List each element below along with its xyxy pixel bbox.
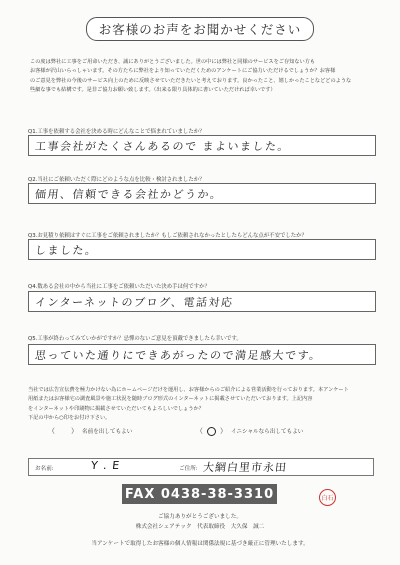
address-value[interactable]: 大網白里市永田 [202, 461, 288, 474]
notice-line: 用紙またはお客様宅の調査風景や施工状況を随時ブログ形式のインターネットに掲載させていただいております。上記内容 [28, 396, 313, 403]
publication-notice [28, 386, 374, 424]
question-4-answer: インターネットのブログ、電話対応 [34, 296, 235, 309]
question-1-answer-box[interactable] [28, 135, 376, 156]
choice-paren: （ [196, 427, 203, 435]
question-5-answer: 思っていた通りにできあがったので満足感大です。 [34, 349, 323, 362]
choice-paren: ） [71, 427, 78, 435]
footer-privacy: 当アンケートで取得したお客様の個人情報は関係法規に基づき厳正に管理いたします。 [91, 541, 309, 547]
choice-option-2-label: イニシャルなら出してもよい [231, 429, 304, 435]
question-5-label: Q5.工事が終わってみていかがですか？忌憚のないご意見を頂戴できましたら幸いです。 [28, 336, 242, 342]
choice-paren: ） [220, 427, 227, 435]
question-3-label: Q3.お見積り依頼はすぐに工事をご依頼されましたか？もしご依頼されなかったとしたらどんな点が不安でしたか？ [28, 233, 307, 239]
choice-option-1-label: 名前を出してもよい [82, 429, 133, 435]
question-1-answer: 工事会社がたくさんあるので まよいました。 [34, 140, 291, 153]
question-4-label: Q4.数ある会社の中から当社に工事をご依頼いただいた決め手は何ですか？ [28, 284, 210, 290]
question-3-answer: しました。 [34, 244, 99, 257]
question-4-answer-box[interactable] [28, 291, 376, 312]
intro-line: のご意見を弊社の今後のサービス向上のために反映させていただきたいと考えております。良かったこと、嬉しかったことなどどのような [30, 77, 352, 84]
question-3-answer-box[interactable] [28, 239, 376, 260]
intro-line: お客様が沢山いらっしゃいます。その方たちに弊社をより知っていただくためのアンケートにご協力いただけるでしょうか？お客様 [30, 68, 336, 75]
question-2-answer: 価用、信頼できる会社かどうか。 [34, 188, 224, 201]
notice-line: 当社では広告宣伝費を極力かけない為にホームページだけを運用し、お客様からのご紹介による営業活動を行っております。本アンケート [28, 387, 349, 393]
intro-text [30, 58, 374, 96]
question-1-label: Q1.工事を依頼する会社を決める時にどんなことで悩まれていましたか？ [28, 129, 205, 135]
choice-option-2[interactable] [196, 426, 303, 436]
seal-stamp: 白石 [319, 489, 336, 506]
question-5-answer-box[interactable] [28, 344, 376, 365]
question-2-answer-box[interactable] [28, 183, 376, 204]
question-2-label: Q2.当社にご依頼いただく際にどのような点を比較・検討されましたか？ [28, 177, 205, 183]
fax-number: FAX 0438-38-3310 [122, 484, 277, 504]
notice-line: 下記の中から○印をお付け下さい。 [28, 415, 111, 422]
name-label: お名前: [35, 466, 54, 472]
choice-option-1[interactable] [48, 426, 132, 436]
choice-paren: （ [48, 427, 55, 435]
page-title: お客様のお声をお聞かせください [86, 17, 314, 41]
name-address-bar [28, 458, 374, 476]
selected-circle-mark [207, 427, 216, 436]
intro-line: 些細な事でも結構です。是非ご協力お願い致します。（出来る限り具体的に書いていただければ幸いです） [30, 87, 276, 94]
name-value[interactable]: Y . E [90, 459, 121, 472]
intro-line: この度は弊社に工事をご用命いただき、誠にありがとうございました。世の中には弊社と同様のサービスをご存知ない方も [30, 59, 316, 65]
footer-company: 株式会社シェアテック 代表取締役 大久保 誠二 [135, 524, 265, 530]
footer-thanks: ご協力ありがとうございました。 [158, 514, 242, 520]
address-label: ご住所: [179, 466, 198, 472]
notice-line: をインターネットや印刷物に掲載させていただいてもよろしいでしょうか？ [28, 405, 204, 412]
